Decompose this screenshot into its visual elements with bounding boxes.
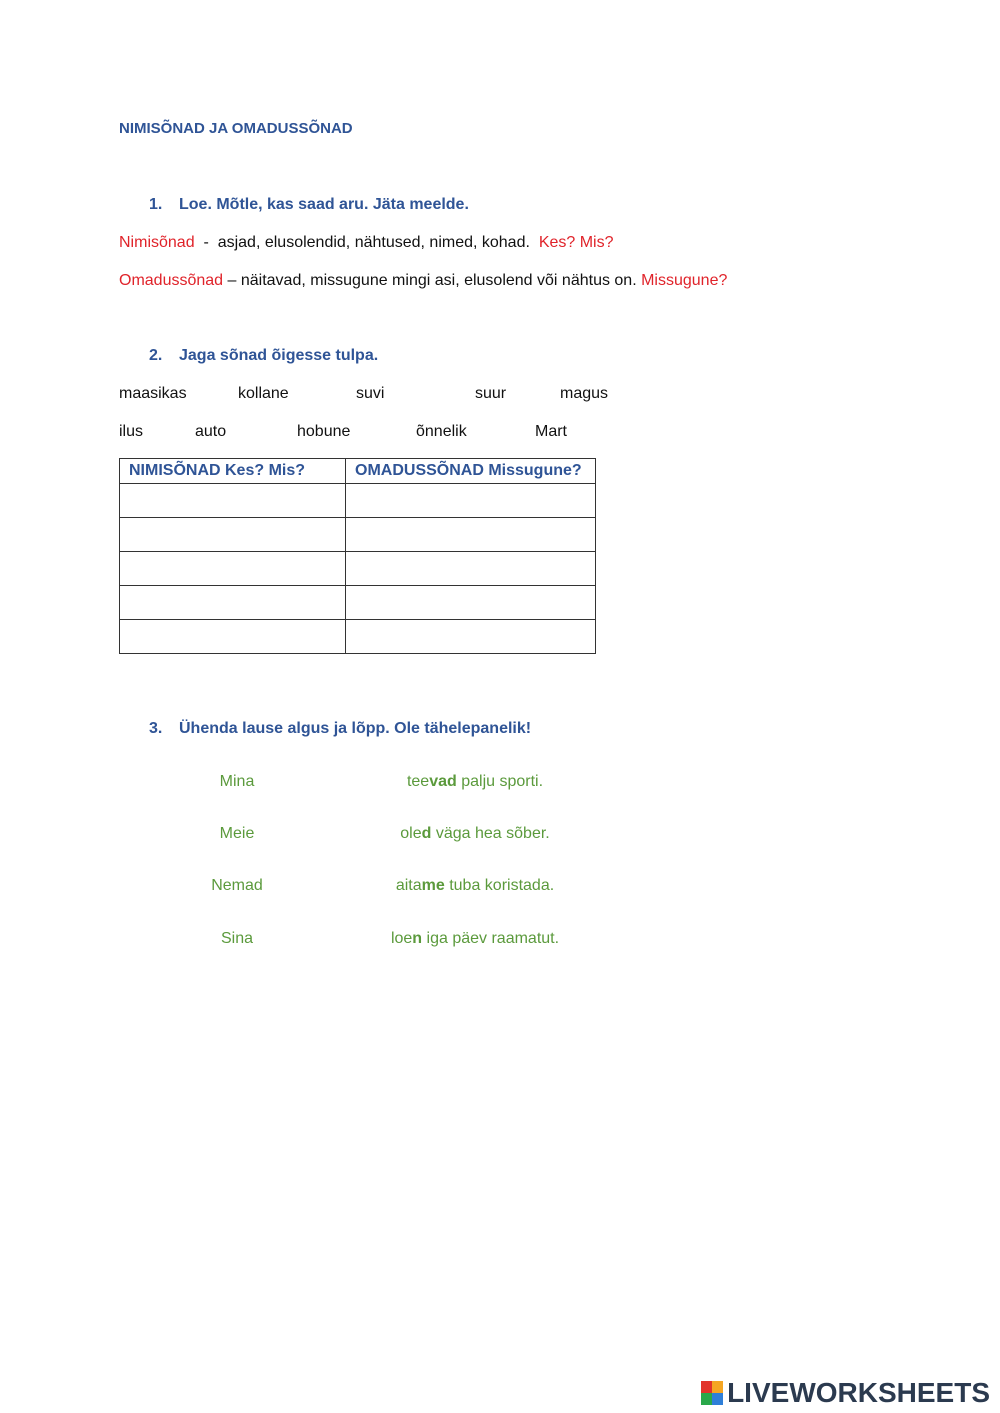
word-item[interactable]: õnnelik: [416, 423, 467, 440]
task2-heading-text: Jaga sõnad õigesse tulpa.: [179, 347, 379, 364]
drop-cell[interactable]: [346, 620, 596, 654]
question-adjectives: Missugune?: [641, 272, 728, 289]
match-right-item[interactable]: [391, 930, 559, 948]
match-right-ending: n: [412, 930, 423, 947]
word-item[interactable]: kollane: [238, 385, 289, 402]
match-right-pre: ole: [400, 825, 422, 842]
sorting-table: [119, 458, 596, 654]
column-header-nouns: NIMISÕNAD Kes? Mis?: [120, 459, 346, 484]
match-left-item[interactable]: Sina: [220, 930, 254, 947]
word-item[interactable]: ilus: [119, 423, 144, 440]
definition-adjectives: [119, 272, 727, 290]
task2-number: 2.: [149, 347, 163, 364]
match-right-ending: vad: [429, 773, 457, 790]
page-title: NIMISÕNAD JA OMADUSSÕNAD: [119, 120, 353, 137]
liveworksheets-logo: [701, 1377, 990, 1409]
logo-block: [701, 1381, 712, 1393]
drop-cell[interactable]: [346, 484, 596, 518]
task1-number: 1.: [149, 196, 163, 213]
logo-text: LIVEWORKSHEETS: [727, 1377, 990, 1408]
definition-adjectives-text: – näitavad, missugune mingi asi, elusolend või nähtus on.: [223, 272, 642, 289]
match-right-post: palju sporti.: [456, 773, 544, 790]
column-header-adjectives: OMADUSSÕNAD Missugune?: [346, 459, 596, 484]
drop-cell[interactable]: [120, 484, 346, 518]
question-nouns: Kes? Mis?: [538, 234, 614, 251]
word-item[interactable]: hobune: [297, 423, 351, 440]
task3-number: 3.: [149, 720, 163, 737]
task1-heading: [149, 196, 469, 214]
match-right-ending: me: [421, 877, 445, 894]
match-right-item[interactable]: [396, 877, 554, 895]
definition-nouns: [119, 234, 614, 252]
match-right-post: iga päev raamatut.: [422, 930, 560, 947]
task1-heading-text: Loe. Mõtle, kas saad aru. Jäta meelde.: [179, 196, 469, 213]
word-item[interactable]: suur: [475, 385, 507, 402]
drop-cell[interactable]: [120, 552, 346, 586]
drop-cell[interactable]: [120, 586, 346, 620]
match-right-ending: d: [421, 825, 432, 842]
drop-cell[interactable]: [120, 518, 346, 552]
match-right-item[interactable]: [400, 825, 549, 843]
match-left-item[interactable]: Nemad: [211, 877, 263, 894]
match-right-pre: loe: [390, 930, 413, 947]
logo-block: [712, 1381, 723, 1393]
word-item[interactable]: auto: [195, 423, 227, 440]
logo-block: [712, 1393, 723, 1405]
drop-cell[interactable]: [346, 518, 596, 552]
word-item[interactable]: maasikas: [119, 385, 187, 402]
match-right-post: väga hea sõber.: [431, 825, 550, 842]
term-adjectives: Omadussõnad: [119, 272, 224, 289]
match-right-pre: tee: [406, 773, 430, 790]
drop-cell[interactable]: [120, 620, 346, 654]
term-nouns: Nimisõnad: [119, 234, 195, 251]
match-left-item[interactable]: Meie: [219, 825, 255, 842]
match-right-pre: aita: [395, 877, 422, 894]
drop-cell[interactable]: [346, 586, 596, 620]
word-item[interactable]: suvi: [356, 385, 385, 402]
match-right-item[interactable]: [407, 773, 543, 791]
task3-heading: [149, 720, 531, 738]
drop-cell[interactable]: [346, 552, 596, 586]
logo-blocks-icon: [701, 1381, 723, 1405]
match-right-post: tuba koristada.: [444, 877, 555, 894]
definition-nouns-text: - asjad, elusolendid, nähtused, nimed, kohad.: [194, 234, 539, 251]
logo-block: [701, 1393, 712, 1405]
task3-heading-text: Ühenda lause algus ja lõpp. Ole tähelepanelik!: [179, 720, 532, 737]
word-item[interactable]: Mart: [535, 423, 567, 440]
task2-heading: [149, 347, 378, 365]
match-left-item[interactable]: Mina: [219, 773, 255, 790]
word-item[interactable]: magus: [560, 385, 609, 402]
